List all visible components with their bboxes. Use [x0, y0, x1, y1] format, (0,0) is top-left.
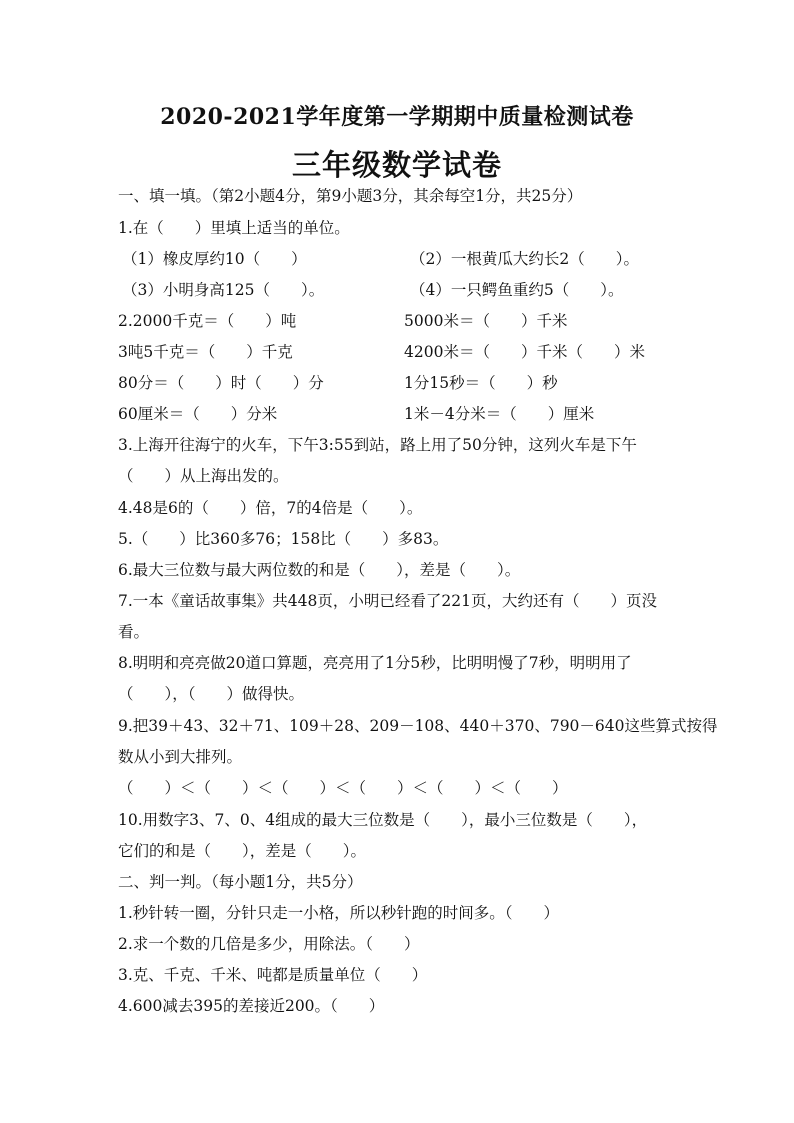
q4: 4.48是6的（ ）倍，7的4倍是（ ）。: [118, 499, 423, 517]
q10-line2: 它们的和是（ ），差是（ ）。: [118, 842, 367, 860]
q2-row4-right: 1米－4分米＝（ ）厘米: [404, 405, 595, 423]
q3-line2: （ ）从上海出发的。: [118, 467, 289, 485]
judge-q4: 4.600减去395的差接近200。（ ）: [118, 997, 385, 1015]
judge-q3: 3.克、千克、千米、吨都是质量单位（ ）: [118, 966, 428, 984]
q8-line2: （ ），（ ）做得快。: [118, 685, 305, 703]
q9-line2: 数从小到大排列。: [118, 748, 243, 766]
q1-item-3: （3）小明身高125（ ）。: [122, 281, 325, 299]
q2-row3-left: 80分＝（ ）时（ ）分: [118, 374, 324, 392]
judge-q1: 1.秒针转一圈，分针只走一小格，所以秒针跑的时间多。（ ）: [118, 904, 560, 922]
q2-row1-right: 5000米＝（ ）千米: [404, 312, 568, 330]
q8-line1: 8.明明和亮亮做20道口算题，亮亮用了1分5秒，比明明慢了7秒，明明用了: [118, 654, 632, 672]
section1-heading: 一、填一填。（第2小题4分，第9小题3分，其余每空1分，共25分）: [118, 187, 583, 205]
q7-line1: 7.一本《童话故事集》共448页，小明已经看了221页，大约还有（ ）页没: [118, 592, 657, 610]
q10-line1: 10.用数字3、7、0、4组成的最大三位数是（ ），最小三位数是（ ），: [118, 811, 648, 829]
section2-heading: 二、判一判。（每小题1分，共5分）: [118, 873, 363, 891]
q2-row2-left: 3吨5千克＝（ ）千克: [118, 343, 293, 361]
q9-line1: 9.把39＋43、32＋71、109＋28、209－108、440＋370、790－640这些算式按得: [118, 717, 718, 735]
q1-stem: 1.在（ ）里填上适当的单位。: [118, 219, 350, 237]
q1-item-1: （1）橡皮厚约10（ ）: [122, 250, 307, 268]
q1-item-2: （2）一根黄瓜大约长2（ ）。: [410, 250, 639, 268]
q1-item-4: （4）一只鳄鱼重约5（ ）。: [410, 281, 624, 299]
q2-row2-right: 4200米＝（ ）千米（ ）米: [404, 343, 645, 361]
judge-q2: 2.求一个数的几倍是多少，用除法。（ ）: [118, 935, 420, 953]
q2-row1-left: 2.2000千克＝（ ）吨: [118, 312, 297, 330]
q2-row4-left: 60厘米＝（ ）分米: [118, 405, 278, 423]
q2-row3-right: 1分15秒＝（ ）秒: [404, 374, 558, 392]
exam-title: 2020-2021学年度第一学期期中质量检测试卷: [160, 104, 634, 130]
q7-line2: 看。: [118, 623, 150, 641]
exam-subtitle: 三年级数学试卷: [291, 148, 502, 182]
q3-line1: 3.上海开往海宁的火车，下午3:55到站，路上用了50分钟，这列火车是下午: [118, 436, 637, 454]
q6: 6.最大三位数与最大两位数的和是（ ），差是（ ）。: [118, 561, 521, 579]
q9-answer-line: （ ）＜（ ）＜（ ）＜（ ）＜（ ）＜（ ）: [118, 779, 568, 797]
q5: 5.（ ）比360多76；158比（ ）多83。: [118, 530, 449, 548]
